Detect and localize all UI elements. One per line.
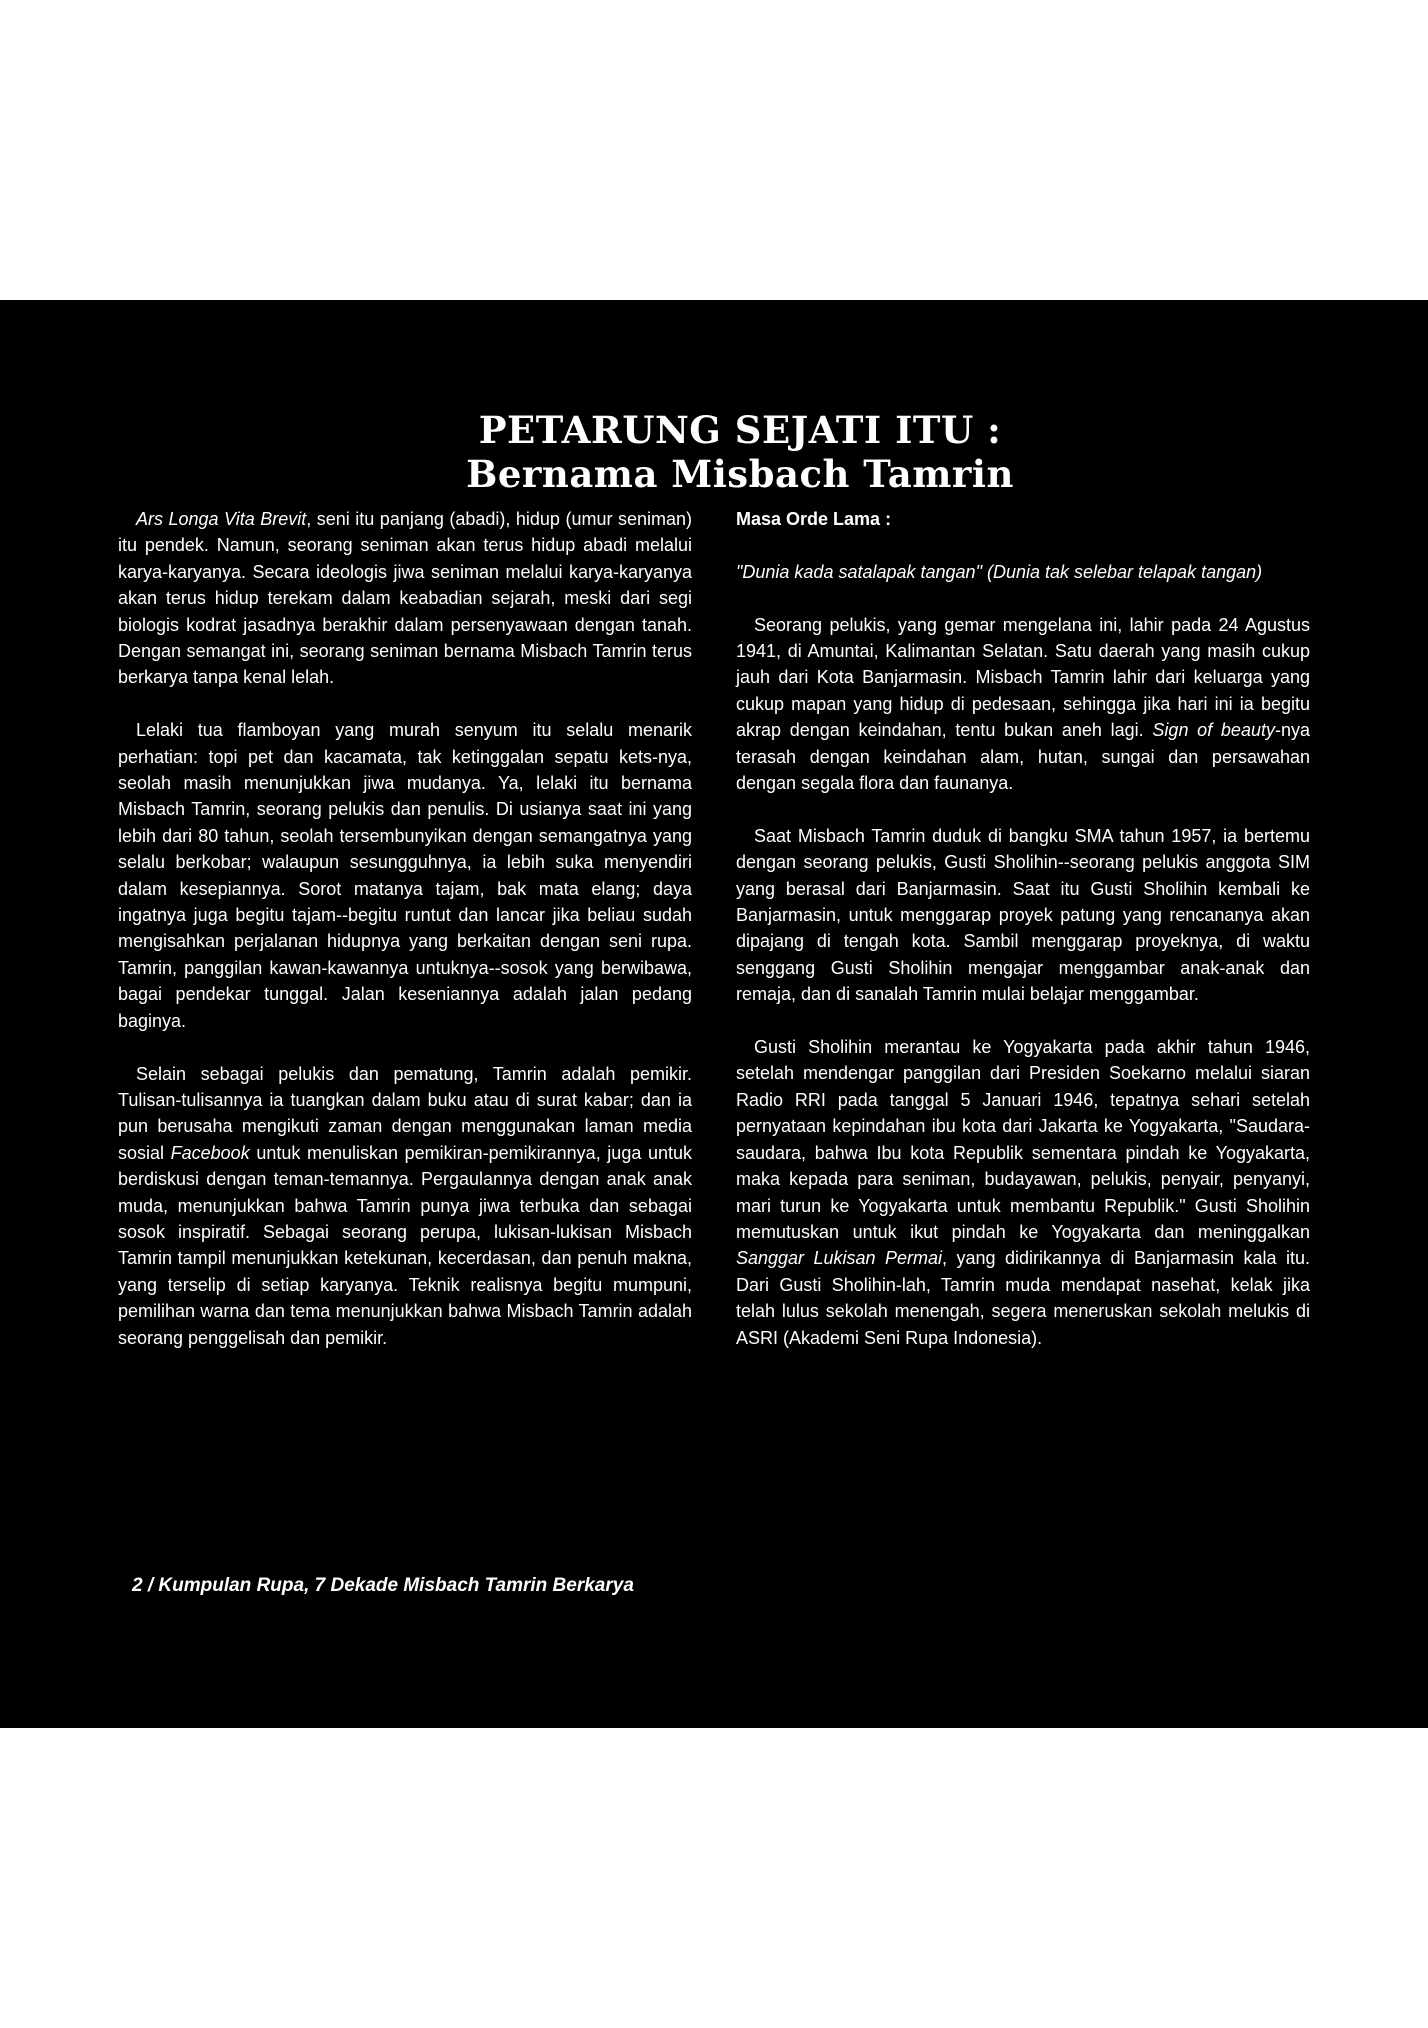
left-paragraph-3 — [118, 1061, 692, 1351]
right-paragraph-1 — [736, 612, 1310, 797]
right-paragraph-1-text-a: Seorang pelukis, yang gemar mengelana ini, lahir pada 24 Agustus 1941, di Amuntai, Kalimantan Selatan. Satu daerah yang masih cukup jauh dari Kota Banjarmasin. Misbach Tamrin lahir dari keluarga yang cukup mapan yang hidup di pedesaan, sehingga jika hari ini ia begitu akrap dengan keindahan, tentu bukan aneh lagi. — [736, 614, 1310, 741]
sanggar-name: Sanggar Lukisan Permai — [736, 1248, 943, 1269]
section-quote: "Dunia kada satalapak tangan" (Dunia tak selebar telapak tangan) — [736, 561, 1263, 582]
left-paragraph-1 — [118, 506, 692, 691]
title-line-1: PETARUNG SEJATI ITU : — [478, 408, 1002, 452]
right-paragraph-3 — [736, 1034, 1310, 1351]
black-page-panel — [0, 300, 1428, 1728]
left-paragraph-1-text: , seni itu panjang (abadi), hidup (umur seniman) itu pendek. Namun, seorang seniman akan terus hidup abadi melalui karya-karyanya. Secara ideologis jiwa seniman melalui karya-karyanya akan terus hidup terekam dalam keabadian sejarah, meski dari segi biologis kodrat jasadnya berakhir dalam persenyawaan dengan tanah. Dengan semangat ini, seorang seniman bernama Misbach Tamrin terus berkarya tanpa kenal lelah. — [118, 509, 692, 688]
page-title — [380, 408, 1100, 496]
right-paragraph-1-text-b: -nya terasah dengan keindahan alam, hutan, sungai dan persawahan dengan segala flora dan faunanya. — [736, 720, 1310, 794]
right-paragraph-3-text-a: Gusti Sholihin merantau ke Yogyakarta pada akhir tahun 1946, setelah mendengar panggilan dari Presiden Soekarno melalui siaran Radio RRI pada tanggal 5 Januari 1946, tepatnya sehari setelah pernyataan kepindahan ibu kota dari Jakarta ke Yogyakarta, "Saudara-saudara, bahwa Ibu kota Republik sementara pindah ke Yogyakarta, maka kepada para seniman, budayawan, pelukis, penyair, penyanyi, mari turun ke Yogyakarta untuk membantu Republik." Gusti Sholihin memutuskan untuk ikut pindah ke Yogyakarta dan meninggalkan — [736, 1037, 1310, 1242]
right-column — [736, 506, 1310, 1377]
facebook-term: Facebook — [170, 1142, 250, 1163]
left-column — [118, 506, 692, 1377]
page-footer: 2 / Kumpulan Rupa, 7 Dekade Misbach Tamrin Berkarya — [132, 1575, 634, 1596]
right-paragraph-2: Saat Misbach Tamrin duduk di bangku SMA tahun 1957, ia bertemu dengan seorang pelukis, Gusti Sholihin--seorang pelukis anggota SIM yang berasal dari Banjarmasin. Saat itu Gusti Sholihin kembali ke Banjarmasin, untuk menggarap proyek patung yang rencananya akan dipajang di tengah kota. Sambil menggarap proyeknya, di waktu senggang Gusti Sholihin mengajar menggambar anak-anak dan remaja, dan di sanalah Tamrin mulai belajar menggambar. — [736, 825, 1310, 1005]
sign-of-beauty-term: Sign of beauty — [1152, 720, 1275, 741]
latin-phrase: Ars Longa Vita Brevit — [136, 509, 307, 529]
right-paragraph-3-text-b: , yang didirikannya di Banjarmasin kala itu. Dari Gusti Sholihin-lah, Tamrin muda mendapat nasehat, kelak jika telah lulus sekolah menengah, segera meneruskan sekolah melukis di ASRI (Akademi Seni Rupa Indonesia). — [736, 1248, 1310, 1348]
left-paragraph-3-text-b: untuk menuliskan pemikiran-pemikirannya, juga untuk berdiskusi dengan teman-temannya. Pergaulannya dengan anak anak muda, menunjukkan bahwa Tamrin punya jiwa terbuka dan sebagai sosok inspiratif. Sebagai seorang perupa, lukisan-lukisan Misbach Tamrin tampil menunjukkan ketekunan, kecerdasan, dan penuh makna, yang terselip di setiap karyanya. Teknik realisnya begitu mumpuni, pemilihan warna dan tema menunjukkan bahwa Misbach Tamrin adalah seorang penggelisah dan pemikir. — [118, 1142, 692, 1348]
title-line-2: Bernama Misbach Tamrin — [466, 452, 1014, 496]
section-heading: Masa Orde Lama : — [736, 509, 892, 529]
left-paragraph-2: Lelaki tua flamboyan yang murah senyum itu selalu menarik perhatian: topi pet dan kacamata, tak ketinggalan sepatu kets-nya, seolah masih menunjukkan jiwa mudanya. Ya, lelaki itu bernama Misbach Tamrin, seorang pelukis dan penulis. Di usianya saat ini yang lebih dari 80 tahun, seolah tersembunyikan dengan semangatnya yang selalu berkobar; walaupun sesungguhnya, ia lebih suka menyendiri dalam kesepiannya. Sorot matanya tajam, bak mata elang; daya ingatnya juga begitu tajam--begitu runtut dan lancar jika beliau sudah mengisahkan perjalanan hidupnya yang berkaitan dengan seni rupa. Tamrin, panggilan kawan-kawannya untuknya--sosok yang berwibawa, bagai pendekar tunggal. Jalan keseniannya adalah jalan pedang baginya. — [118, 720, 692, 1031]
left-paragraph-3-text-a: Selain sebagai pelukis dan pematung, Tamrin adalah pemikir. Tulisan-tulisannya ia tuangkan dalam buku atau di surat kabar; dan ia pun berusaha mengikuti zaman dengan menggunakan laman media sosial — [118, 1063, 692, 1163]
